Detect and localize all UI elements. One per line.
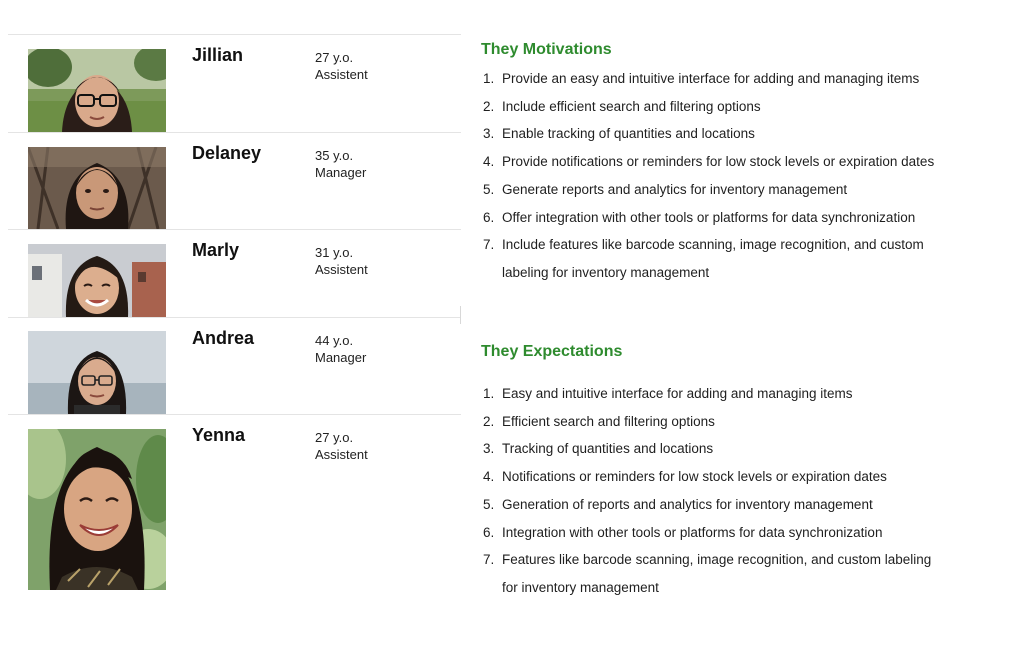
expectations-list: [481, 380, 1001, 602]
list-number: 7.: [483, 237, 495, 253]
persona-age: 27 y.o.: [315, 50, 354, 65]
persona-photo: [28, 147, 166, 229]
list-item: [481, 408, 1001, 436]
persona-role: Manager: [315, 350, 367, 365]
portrait-image: [28, 429, 166, 590]
persona-card: [8, 414, 461, 594]
list-text: Include features like barcode scanning, image recognition, and custom labeling for inventory management: [502, 237, 924, 280]
portrait-image: [28, 331, 166, 414]
list-item: [481, 463, 1001, 491]
list-number: 6.: [483, 209, 495, 225]
list-item: [481, 204, 1001, 232]
persona-card: [8, 132, 461, 229]
persona-name: Marly: [192, 240, 240, 260]
list-text: Generation of reports and analytics for inventory management: [502, 496, 873, 512]
list-item: [481, 231, 972, 286]
list-number: 3.: [483, 441, 495, 457]
list-number: 3.: [483, 126, 495, 142]
persona-card: [8, 317, 461, 414]
list-number: 1.: [483, 71, 495, 86]
list-item: [481, 120, 1001, 148]
persona-age: 35 y.o.: [315, 148, 354, 163]
list-number: 6.: [483, 524, 495, 540]
list-text: Enable tracking of quantities and locations: [502, 126, 755, 142]
list-text: Integration with other tools or platforms for data synchronization: [502, 524, 883, 540]
persona-photo: [28, 331, 166, 414]
list-number: 2.: [483, 413, 495, 429]
persona-age: 31 y.o.: [315, 245, 354, 260]
portrait-image: [28, 49, 166, 132]
list-number: 4.: [483, 154, 495, 170]
persona-role: Assistent: [315, 67, 368, 82]
persona-photo: [28, 429, 166, 590]
persona-photo: [28, 244, 166, 317]
list-text: Offer integration with other tools or platforms for data synchronization: [502, 209, 916, 225]
persona-role: Assistent: [315, 447, 368, 462]
list-text: Notifications or reminders for low stock levels or expiration dates: [502, 469, 887, 485]
persona-photo: [28, 49, 166, 132]
list-number: 1.: [483, 386, 495, 401]
persona-age: 27 y.o.: [315, 430, 354, 445]
portrait-image: [28, 244, 166, 317]
list-item: [481, 435, 1001, 463]
persona-name: Yenna: [192, 425, 246, 445]
motivations-title: They Motivations: [481, 41, 612, 58]
list-number: 7.: [483, 552, 495, 568]
list-item: [481, 519, 1001, 547]
persona-list: [8, 34, 461, 594]
list-number: 4.: [483, 469, 495, 485]
persona-name: Jillian: [192, 45, 244, 65]
persona-card: [8, 34, 461, 132]
persona-name: Delaney: [192, 143, 262, 163]
list-item: [481, 93, 1001, 121]
list-text: Features like barcode scanning, image recognition, and custom labeling for inventory management: [502, 552, 932, 595]
list-text: Efficient search and filtering options: [502, 413, 715, 429]
list-item: [481, 65, 1001, 93]
motivations-section: [481, 41, 1001, 287]
list-item: [481, 176, 1001, 204]
list-text: Provide notifications or reminders for low stock levels or expiration dates: [502, 154, 935, 170]
list-text: Tracking of quantities and locations: [502, 441, 714, 457]
list-text: Provide an easy and intuitive interface for adding and managing items: [502, 71, 920, 86]
list-text: Generate reports and analytics for inventory management: [502, 181, 848, 197]
persona-age: 44 y.o.: [315, 333, 354, 348]
list-number: 5.: [483, 496, 495, 512]
expectations-section: [481, 343, 1001, 602]
list-item: [481, 148, 1001, 176]
persona-name: Andrea: [192, 328, 255, 348]
list-number: 5.: [483, 181, 495, 197]
column-divider: [460, 306, 461, 324]
motivations-list: [481, 65, 1001, 287]
list-text: Easy and intuitive interface for adding and managing items: [502, 386, 853, 401]
persona-role: Manager: [315, 165, 367, 180]
list-number: 2.: [483, 98, 495, 114]
list-item: [481, 546, 932, 601]
expectations-title: They Expectations: [481, 343, 623, 360]
portrait-image: [28, 147, 166, 229]
persona-role: Assistent: [315, 262, 368, 277]
persona-card: [8, 229, 461, 317]
list-item: [481, 491, 1001, 519]
list-text: Include efficient search and filtering options: [502, 98, 761, 114]
list-item: [481, 380, 1001, 408]
